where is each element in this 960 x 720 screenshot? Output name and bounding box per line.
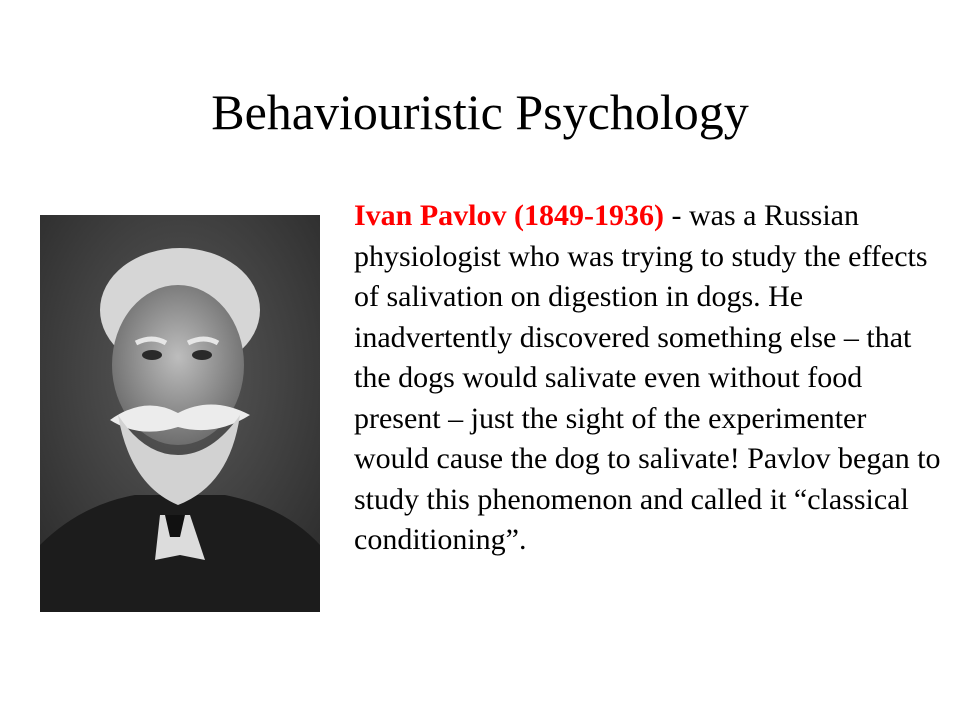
description-body: - was a Russian physiologist who was trying to study the effects of salivation on digestion in dogs. He inadvertently discovered something else – that the dogs would salivate even without food present – just the sight of the experimenter would cause the dog to salivate! Pavlov began to study this phenomenon and called it “classical conditioning”.	[354, 199, 941, 556]
portrait-photo-icon	[40, 215, 320, 612]
highlighted-name: Ivan Pavlov (1849-1936)	[354, 199, 664, 232]
page-title: Behaviouristic Psychology	[211, 84, 749, 140]
portrait-photo	[40, 215, 320, 612]
description-text	[354, 196, 944, 561]
